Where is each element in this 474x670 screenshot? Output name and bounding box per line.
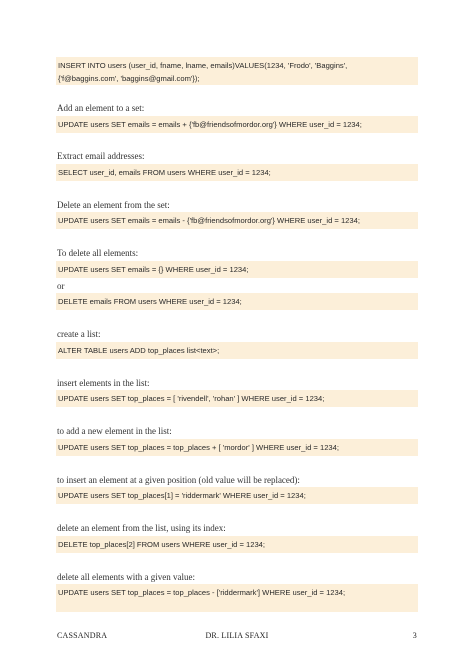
text-or: or [57, 281, 65, 291]
footer-center: DR. LILIA SFAXI [205, 631, 269, 640]
code-block-create-list: ALTER TABLE users ADD top_places list<text>; [56, 342, 418, 359]
code-block-extract-emails: SELECT user_id, emails FROM users WHERE user_id = 1234; [56, 164, 418, 181]
text-delete-all: To delete all elements: [57, 248, 139, 258]
code-block-delete-by-index: DELETE top_places[2] FROM users WHERE user_id = 1234; [56, 536, 418, 553]
code-block-add-to-list: UPDATE users SET top_places = top_places + [ 'mordor' ] WHERE user_id = 1234; [56, 439, 418, 456]
code-block-insert: INSERT INTO users (user_id, fname, lname, emails)VALUES(1234, 'Frodo', 'Baggins', {'f@baggins.com', 'baggins@gmail.com'}); [56, 57, 418, 85]
text-delete-by-value: delete all elements with a given value: [57, 572, 195, 582]
code-block-insert-at-position: UPDATE users SET top_places[1] = 'riddermark' WHERE user_id = 1234; [56, 487, 418, 504]
code-block-insert-list: UPDATE users SET top_places = [ 'rivendell', 'rohan' ] WHERE user_id = 1234; [56, 390, 418, 407]
code-block-delete-by-value: UPDATE users SET top_places = top_places - ['riddermark'] WHERE user_id = 1234; [56, 584, 418, 612]
text-delete-element: Delete an element from the set: [57, 200, 170, 210]
text-create-list: create a list: [57, 329, 101, 339]
text-delete-by-index: delete an element from the list, using its index: [57, 523, 226, 533]
footer-left: CASSANDRA [57, 631, 108, 640]
code-block-add-element: UPDATE users SET emails = emails + {'fb@friendsofmordor.org'} WHERE user_id = 1234; [56, 116, 418, 133]
code-block-delete-emails: DELETE emails FROM users WHERE user_id = 1234; [56, 293, 418, 310]
page-number: 3 [412, 631, 417, 640]
text-add-to-list: to add a new element in the list: [57, 426, 172, 436]
code-block-delete-element: UPDATE users SET emails = emails - {'fb@friendsofmordor.org'} WHERE user_id = 1234; [56, 212, 418, 229]
text-insert-list: insert elements in the list: [57, 378, 150, 388]
text-insert-at-position: to insert an element at a given position (old value will be replaced): [57, 475, 300, 485]
code-block-delete-all: UPDATE users SET emails = {} WHERE user_id = 1234; [56, 261, 418, 278]
text-add-element: Add an element to a set: [57, 103, 145, 113]
text-extract-emails: Extract email addresses: [57, 151, 145, 161]
